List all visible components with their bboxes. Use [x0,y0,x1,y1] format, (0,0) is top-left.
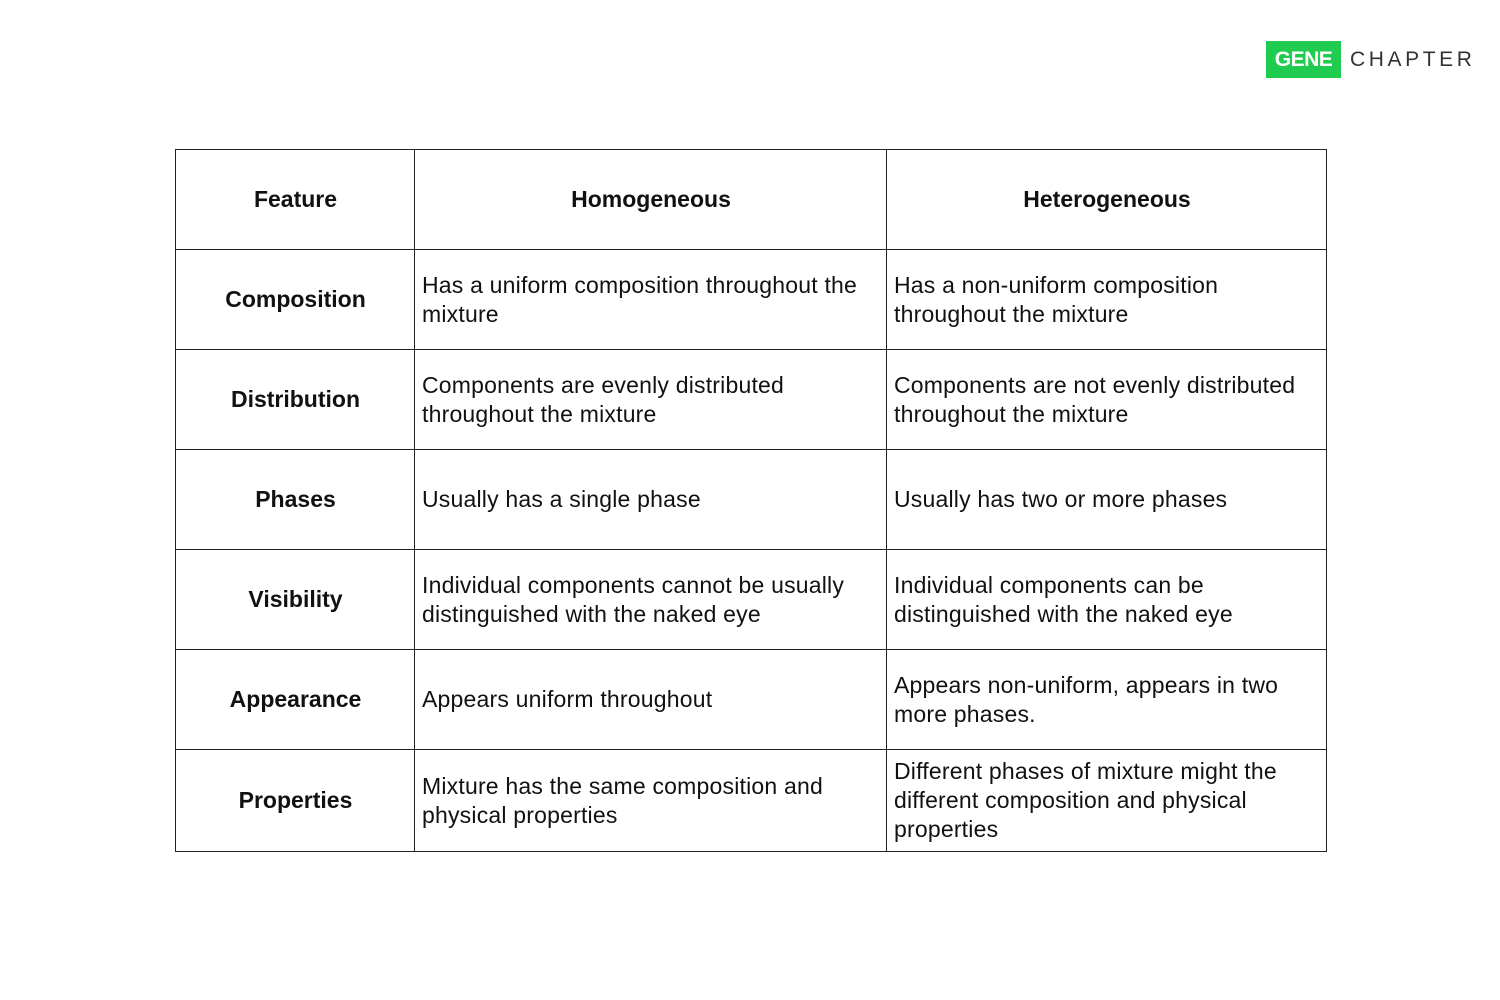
homogeneous-cell: Individual components cannot be usually distinguished with the naked eye [415,550,887,650]
heterogeneous-cell: Has a non-uniform composition throughout the mixture [887,250,1327,350]
header-feature: Feature [176,150,415,250]
gene-chapter-logo [1266,41,1476,78]
homogeneous-cell: Components are evenly distributed throughout the mixture [415,350,887,450]
header-heterogeneous: Heterogeneous [887,150,1327,250]
table-row [176,350,1327,450]
table-row [176,750,1327,852]
homogeneous-cell: Mixture has the same composition and physical properties [415,750,887,852]
table-row [176,250,1327,350]
heterogeneous-cell: Different phases of mixture might the different composition and physical properties [887,750,1327,852]
heterogeneous-cell: Individual components can be distinguished with the naked eye [887,550,1327,650]
feature-cell: Visibility [176,550,415,650]
table-row [176,650,1327,750]
feature-cell: Composition [176,250,415,350]
logo-badge: GENE [1266,41,1341,78]
heterogeneous-cell: Appears non-uniform, appears in two more phases. [887,650,1327,750]
feature-cell: Phases [176,450,415,550]
heterogeneous-cell: Usually has two or more phases [887,450,1327,550]
table-row [176,450,1327,550]
logo-wordmark: CHAPTER [1350,47,1476,71]
table-header-row [176,150,1327,250]
homogeneous-cell: Appears uniform throughout [415,650,887,750]
heterogeneous-cell: Components are not evenly distributed throughout the mixture [887,350,1327,450]
feature-cell: Distribution [176,350,415,450]
feature-cell: Appearance [176,650,415,750]
homogeneous-cell: Has a uniform composition throughout the mixture [415,250,887,350]
table-row [176,550,1327,650]
feature-cell: Properties [176,750,415,852]
comparison-table [175,149,1327,852]
homogeneous-cell: Usually has a single phase [415,450,887,550]
header-homogeneous: Homogeneous [415,150,887,250]
